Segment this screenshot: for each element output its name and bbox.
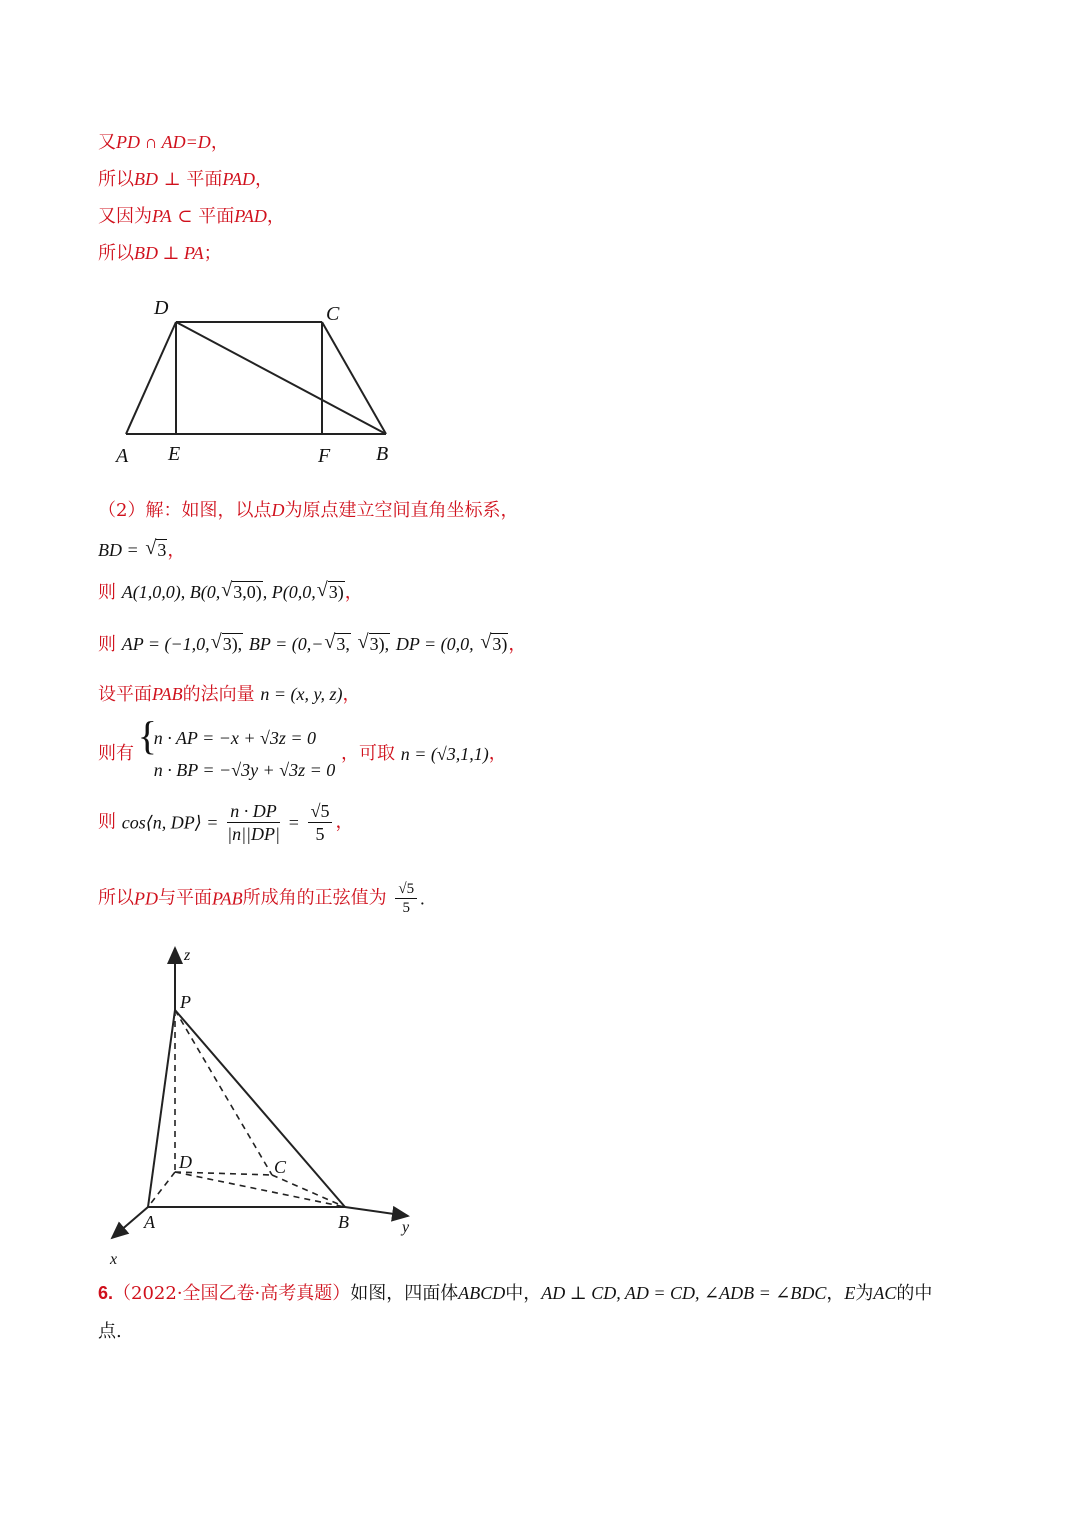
sqrt (481, 632, 508, 656)
text: 所以 (98, 169, 134, 190)
perp-symbol: ⊥ (158, 169, 187, 190)
vector-BP: BP = (0,− (248, 634, 324, 654)
text: ； (203, 243, 222, 264)
math-expr: BD = (98, 540, 139, 560)
text: 为原点建立空间直角坐标系， (284, 500, 519, 521)
math-var: ABCD (458, 1283, 506, 1303)
cos-line (98, 800, 353, 845)
text: 如图，四面体 (350, 1283, 459, 1304)
sqrt-value: 3), (369, 634, 390, 654)
label-C: C (274, 1157, 287, 1177)
text: 的法向量 (182, 684, 255, 705)
text: 的中 (896, 1283, 933, 1304)
sqrt (222, 580, 263, 604)
denominator: 5 (402, 900, 411, 916)
sqrt (318, 580, 345, 604)
vector-AP: AP = (−1,0, (121, 634, 210, 654)
label-z: z (184, 947, 191, 964)
coord-A: A(1,0,0) (121, 582, 181, 602)
text: ， (266, 206, 285, 227)
text: ， (488, 743, 507, 764)
text: ，可取 (340, 743, 395, 764)
sqrt-value: 3) (328, 582, 344, 602)
sqrt-value: 3) (492, 634, 508, 654)
math-var: PAB (152, 684, 183, 704)
bd-line (98, 538, 185, 563)
label-A: A (116, 445, 129, 467)
fraction (308, 800, 333, 845)
sqrt (212, 632, 244, 656)
math-var: PA (152, 206, 172, 226)
text: 为 (855, 1283, 874, 1304)
math-expr: AD ⊥ CD, AD = CD, ∠ADB = ∠BDC (541, 1283, 827, 1303)
subset-symbol: ⊂ (171, 206, 199, 227)
proof-line-2 (98, 167, 273, 192)
text: （2）解：如图，以点 (98, 500, 272, 521)
text: 所以 (98, 887, 134, 909)
text: ， (826, 1283, 845, 1304)
math-var: E (844, 1283, 856, 1303)
equation-system (140, 722, 336, 786)
text: 平面 (186, 169, 223, 190)
label-E: E (168, 443, 181, 465)
sqrt-value: 3, (336, 634, 350, 654)
system-line (98, 722, 507, 786)
sqrt-value: 3), (222, 634, 243, 654)
label-y: y (402, 1219, 410, 1236)
part2-heading (98, 498, 518, 523)
math-var: PAD (222, 169, 256, 189)
text: 又因为 (98, 206, 152, 227)
equals: = (288, 812, 299, 833)
proof-line-1 (98, 130, 229, 155)
equation-2: n · BP = −√3y + √3z = 0 (153, 760, 336, 780)
text: 又 (98, 132, 116, 153)
sqrt-value: 3 (157, 540, 167, 560)
question-source: （2022·全国乙卷·高考真题） (113, 1283, 351, 1304)
sqrt (359, 632, 391, 656)
question-6 (98, 1281, 932, 1306)
normal-vector-line (98, 682, 361, 707)
sqrt-value: 3,0) (233, 582, 262, 602)
proof-line-3 (98, 204, 285, 229)
label-C: C (326, 303, 340, 325)
question-6-cont (98, 1320, 122, 1344)
math-expr: PD ∩ AD=D (116, 132, 211, 152)
coords-line: 则 A(1,0,0), B(0,√ 3,0), P(0,0,√ 3)， (98, 580, 363, 605)
label-A: A (144, 1212, 155, 1232)
coord-P: P(0,0, (271, 582, 316, 602)
label-D: D (179, 1152, 192, 1172)
text: 所以 (98, 243, 134, 264)
math-var: BD (134, 169, 158, 189)
question-number: 6. (98, 1283, 114, 1303)
vectors-line: 则 AP = (−1,0,√ 3), BP = (0,−√ 3, √ 3), DP = (0,0, √ 3)， (98, 632, 526, 657)
label-F: F (318, 445, 331, 467)
fraction (227, 800, 280, 845)
label-D: D (154, 297, 169, 319)
sqrt (146, 538, 167, 562)
text: 与平面 (158, 887, 212, 909)
math-var: PD (134, 888, 158, 909)
equation-1: { n · AP = −x + √3z = 0 (153, 728, 317, 748)
math-expr: BD ⊥ PA (134, 243, 204, 263)
text: ， (335, 811, 354, 833)
math-expr: n = (√3,1,1) (400, 744, 489, 764)
text: ， (342, 684, 361, 705)
sqrt (325, 632, 351, 656)
conclusion-line (98, 880, 425, 917)
text: ， (210, 132, 229, 153)
text: ， (167, 540, 186, 561)
text: . (420, 888, 425, 909)
text: 中， (505, 1283, 542, 1304)
text: 点. (98, 1321, 122, 1342)
math-var: AC (873, 1283, 897, 1303)
label-B: B (338, 1212, 349, 1232)
fraction (395, 880, 417, 917)
text: 设平面 (98, 684, 152, 705)
coordinate-figure (100, 940, 430, 1270)
math-expr: n = (x, y, z) (260, 684, 343, 704)
denominator: |n||DP| (227, 824, 280, 844)
coord-B: B(0, (189, 582, 221, 602)
label-x: x (110, 1251, 118, 1268)
text: 则 (98, 811, 116, 833)
text: ， (255, 169, 274, 190)
denominator: 5 (315, 824, 325, 844)
numerator: √5 (395, 880, 417, 899)
label-P: P (180, 992, 191, 1012)
text: 则 (98, 634, 116, 655)
math-var: D (271, 500, 285, 520)
math-expr: cos⟨n, DP⟩ = (121, 812, 219, 833)
text: 平面 (198, 206, 235, 227)
math-var: PAB (212, 888, 243, 909)
trapezoid-figure (110, 290, 410, 470)
text: 则 (98, 582, 116, 603)
text: 则有 (98, 743, 134, 764)
vector-DP: DP = (0,0, (395, 634, 474, 654)
label-B: B (376, 443, 389, 465)
math-var: PAD (234, 206, 267, 226)
proof-line-4 (98, 241, 222, 266)
numerator: n · DP (227, 800, 280, 823)
numerator: √5 (308, 800, 333, 823)
text: 所成角的正弦值为 (242, 887, 387, 909)
